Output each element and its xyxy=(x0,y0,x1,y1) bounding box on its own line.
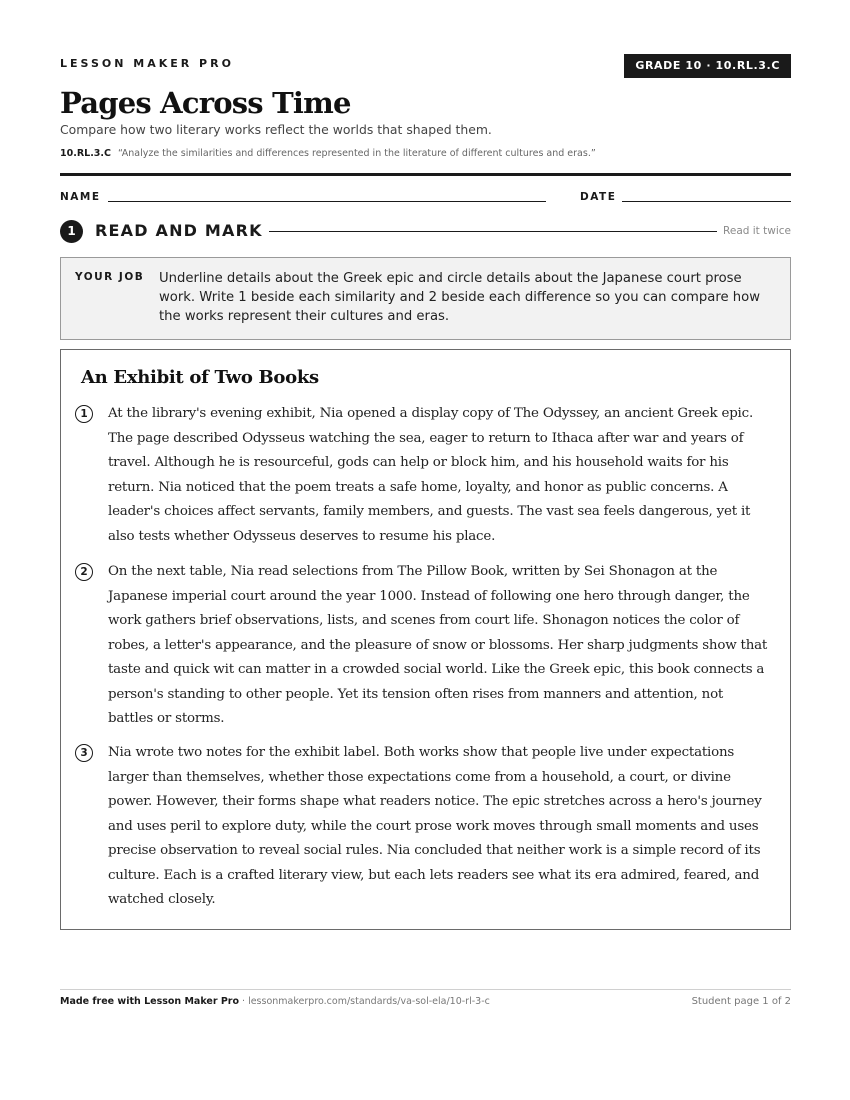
page-title: Pages Across Time xyxy=(60,86,351,120)
footer-divider xyxy=(60,989,791,990)
standard-text: “Analyze the similarities and differences represented in the literature of different cultures and eras.” xyxy=(118,148,596,159)
passage-title: An Exhibit of Two Books xyxy=(81,367,319,388)
footer-credit xyxy=(60,996,490,1007)
paragraph-number-badge: 3 xyxy=(75,744,93,762)
footer-url[interactable]: lessonmakerpro.com/standards/va-sol-ela/10-rl-3-c xyxy=(248,996,490,1007)
standard-line xyxy=(60,148,596,159)
standard-code: 10.RL.3.C xyxy=(60,148,111,159)
section-divider xyxy=(269,231,717,232)
brand-name: LESSON MAKER PRO xyxy=(60,57,234,70)
paragraph-number-badge: 1 xyxy=(75,405,93,423)
paragraph-text: At the library's evening exhibit, Nia opened a display copy of The Odyssey, an ancient Greek epic. The page described Odysseus watching the sea, eager to return to Ithaca after war and years of travel. Although he is resourceful, gods can help or block him, and his household waits for his return. Nia noticed that the poem treats a safe home, loyalty, and honor as public concerns. A leader's choices affect servants, family members, and guests. The vast sea feels dangerous, yet it also tests whether Odysseus deserves to resume his place. xyxy=(108,406,754,544)
section-note: Read it twice xyxy=(723,225,791,237)
footer-made-with: Made free with Lesson Maker Pro xyxy=(60,996,240,1007)
footer-separator: · xyxy=(239,996,249,1007)
grade-badge: GRADE 10 · 10.RL.3.C xyxy=(624,54,791,78)
header-divider xyxy=(60,173,791,176)
worksheet-page xyxy=(60,0,791,1100)
date-field[interactable] xyxy=(622,201,791,202)
paragraph-number-badge: 2 xyxy=(75,563,93,581)
passage-box xyxy=(60,349,791,930)
name-label: NAME xyxy=(60,191,101,203)
name-field[interactable] xyxy=(108,201,546,202)
date-label: DATE xyxy=(580,191,617,203)
section-title: READ AND MARK xyxy=(95,221,263,240)
page-subtitle: Compare how two literary works reflect the worlds that shaped them. xyxy=(60,122,492,137)
paragraph-text: Nia wrote two notes for the exhibit label. Both works show that people live under expectations larger than themselves, whether those expectations come from a household, a court, or divine power. However, their forms shape what readers notice. The epic stretches across a hero's journey and uses peril to explore duty, while the court prose work moves through small moments and uses precise observation to reveal social rules. Nia concluded that neither work is a simple record of its culture. Each is a crafted literary view, but each lets readers see what its era admired, feared, and watched closely. xyxy=(108,745,762,907)
instructions-box xyxy=(60,257,791,340)
instructions-text: Underline details about the Greek epic and circle details about the Japanese court prose work. Write 1 beside each similarity and 2 beside each difference so you can compare how the works represent their cultures and eras. xyxy=(159,271,760,324)
page-indicator: Student page 1 of 2 xyxy=(691,996,791,1007)
section-number-badge: 1 xyxy=(60,220,83,243)
instructions-label: YOUR JOB xyxy=(75,271,145,283)
paragraph-text: On the next table, Nia read selections from The Pillow Book, written by Sei Shonagon at the Japanese imperial court around the year 1000. Instead of following one hero through danger, the work gathers brief observations, lists, and scenes from court life. Shonagon notices the color of robes, a letter's appearance, and the pleasure of snow or blossoms. Her sharp judgments show that taste and quick wit can matter in a crowded social world. Like the Greek epic, this book connects a person's standing to other people. Yet its tension often rises from manners and attention, not battles or storms. xyxy=(108,564,768,726)
